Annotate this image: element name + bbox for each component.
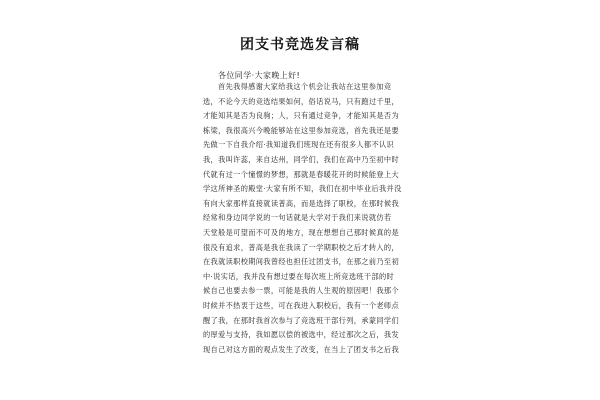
body-line: 在我就读职校期间我曾经也担任过团支书，在那之前乃至初: [203, 257, 399, 267]
body-line: 中·说实话，我并没有想过要在每次班上所竞选班干部的时: [203, 271, 395, 281]
body-line: 现自己对这方面的观点发生了改变，在当上了团支书之后我: [203, 344, 399, 354]
body-line: 代就有过一个憧憬的梦想，那就是春暖花开的时候能登上大: [203, 169, 399, 179]
body-line: 天堂般是可望而不可及的地方，现在想想自己那时候真的是: [203, 227, 399, 237]
body-line: 选，不论今天的竞选结果如何，俗话说马，只有跑过千里，: [203, 96, 399, 106]
document-title: 团支书竞选发言稿: [240, 37, 360, 53]
greeting-line: 各位同学·大家晚上好!: [218, 71, 301, 80]
body-line: 学这所神圣的殿堂·大家有所不知，我们在初中毕业后我并没: [203, 184, 402, 194]
body-line: 我，我叫许蕊，来自达州，同学们，我们在高中乃至初中时: [203, 154, 399, 164]
body-line: 的厚爱与支持，我如愿以偿的被选中，经过那次之后，我发: [203, 330, 399, 340]
body-line: 很没有追求，普高是我在我读了一学期职校之后才转入的，: [203, 242, 399, 252]
body-line: 候自己也要去参一票，可能是我的人生观的原因吧！我那个: [203, 286, 399, 296]
body-line: 有向大家那样直接就读普高，而是选择了职校，在那时候我: [203, 198, 399, 208]
body-line: 先做一下自我介绍·我知道我们班现在还有很多人都不认识: [203, 140, 395, 150]
body-line: 才能知其是否为良驹；人，只有通过竞争，才能知其是否为: [203, 111, 399, 121]
body-line: 醒了我，在那时我首次参与了竞选班干部行列，承蒙同学们: [203, 315, 399, 325]
body-line: 经常和身边同学说的一句话就是大学对于我们来说就仿若: [203, 213, 392, 223]
speech-body: [203, 80, 413, 357]
body-line: 时候并不热衷于这些，可在我进入职校后，我有一个老师点: [203, 300, 399, 310]
body-line: 栋梁，我很高兴今晚能够站在这里参加竞选，首先我还是要: [203, 125, 399, 135]
body-line: 首先我得感谢大家给我这个机会让我站在这里参加竞: [218, 82, 392, 91]
